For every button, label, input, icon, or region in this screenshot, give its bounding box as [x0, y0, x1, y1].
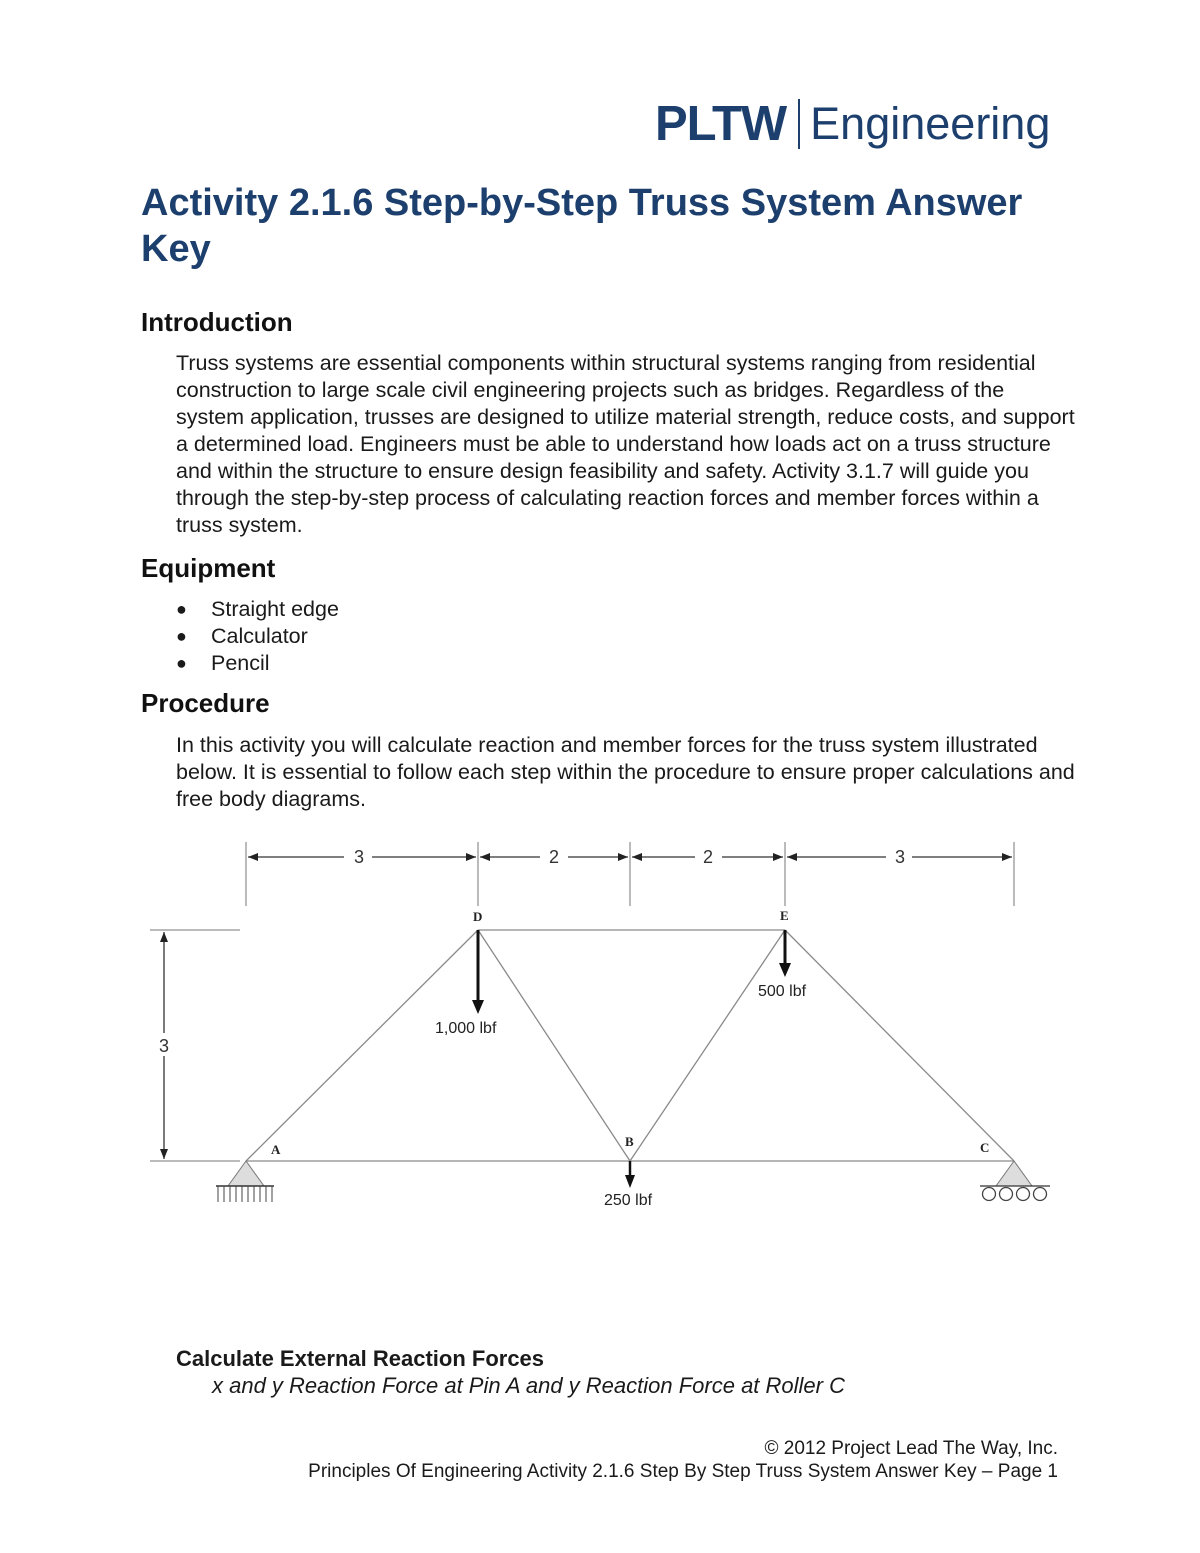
footer-copyright: © 2012 Project Lead The Way, Inc. [764, 1438, 1058, 1459]
load-label-d: 1,000 lbf [435, 1020, 497, 1037]
page-title: Activity 2.1.6 Step-by-Step Truss System Answer Key [141, 182, 1023, 270]
load-arrow-b [625, 1161, 635, 1188]
equipment-list [176, 596, 339, 677]
logo-engineering-text: Engineering [810, 98, 1051, 149]
truss-diagram [140, 830, 1060, 1220]
footer-course-line: Principles Of Engineering Activity 2.1.6 Step By Step Truss System Answer Key – Page 1 [308, 1461, 1058, 1482]
load-arrow-d [472, 930, 484, 1014]
node-label-b: B [625, 1134, 634, 1149]
node-label-e: E [780, 908, 789, 923]
load-label-b: 250 lbf [604, 1192, 653, 1209]
node-label-c: C [980, 1140, 990, 1155]
span-label: 3 [894, 847, 906, 867]
list-item: ● Calculator [176, 624, 308, 648]
introduction-text: Truss systems are essential components within structural systems ranging from residential construction to large scale civil engineering projects such as bridges. Regardless of the system application, trusses are designed to utilize material strength, reduce costs, and support a determined load. Engineers must be able to understand how loads act on a truss structure and within the structure to ensure design feasibility and safety. Activity 3.1.7 will guide you through the step-by-step process of calculating reaction forces and member forces within a truss system. [176, 351, 1075, 537]
span-label: 3 [353, 847, 365, 867]
procedure-text: In this activity you will calculate reaction and member forces for the truss system illustrated below. It is essential to follow each step within the procedure to ensure proper calculations and free body diagrams. [176, 733, 1075, 811]
list-item: ● Pencil [176, 651, 270, 675]
equipment-heading: Equipment [141, 553, 276, 583]
span-label: 2 [548, 847, 560, 867]
member-be [630, 930, 785, 1161]
pin-support-a [216, 1161, 274, 1202]
procedure-heading: Procedure [141, 688, 270, 718]
member-ad [246, 930, 478, 1161]
member-ec [785, 930, 1014, 1161]
node-label-a: A [271, 1142, 281, 1157]
pltw-engineering-logo [655, 96, 1050, 152]
span-label: 2 [702, 847, 714, 867]
logo-pltw-text: PLTW [655, 97, 787, 151]
calc-heading: Calculate External Reaction Forces [176, 1346, 545, 1371]
bullet-icon: ● [176, 653, 187, 673]
truss-members [246, 930, 1014, 1161]
roller-support-c [980, 1161, 1050, 1201]
introduction-heading: Introduction [141, 307, 293, 337]
node-labels [271, 908, 989, 1157]
bullet-icon: ● [176, 599, 187, 619]
bullet-icon: ● [176, 626, 187, 646]
node-label-d: D [473, 909, 483, 924]
logo-divider [798, 99, 800, 149]
load-label-e: 500 lbf [758, 983, 807, 1000]
page-footer [308, 1437, 1058, 1483]
list-item: ● Straight edge [176, 597, 339, 621]
height-label: 3 [158, 1036, 170, 1056]
calc-subheading: x and y Reaction Force at Pin A and y Reaction Force at Roller C [212, 1373, 845, 1398]
member-db [478, 930, 630, 1161]
